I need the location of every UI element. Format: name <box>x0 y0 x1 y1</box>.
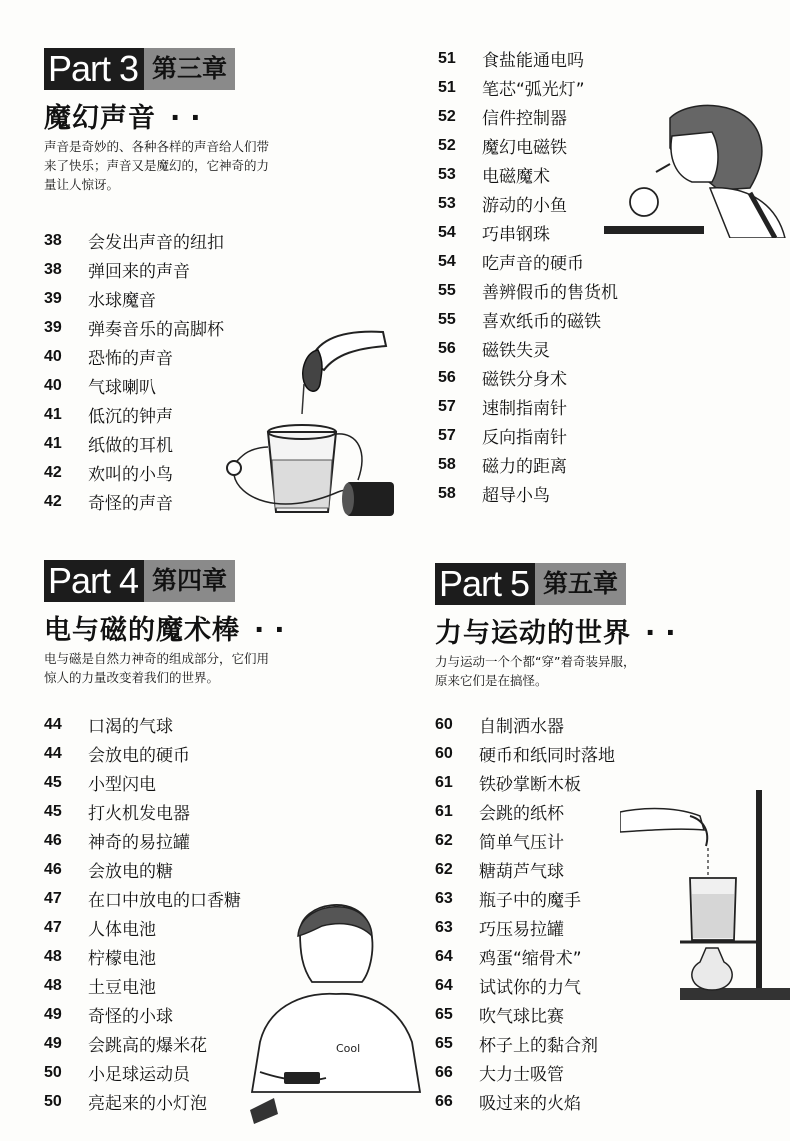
page-number: 44 <box>44 744 62 762</box>
entry-title: 魔幻电磁铁 <box>482 138 567 158</box>
page-number: 65 <box>435 1005 453 1023</box>
toc-entry <box>44 1087 241 1116</box>
page-number: 58 <box>438 455 456 473</box>
page-number: 65 <box>435 1034 453 1052</box>
toc-entry <box>44 255 224 284</box>
toc-entry <box>44 855 241 884</box>
toc-entry <box>438 421 618 450</box>
page-number: 46 <box>44 860 62 878</box>
toc-entry <box>435 768 615 797</box>
toc-entry <box>44 371 224 400</box>
entry-title: 铁砂掌断木板 <box>479 775 581 795</box>
page-number: 57 <box>438 426 456 444</box>
toc-entry <box>438 102 618 131</box>
page-number: 56 <box>438 368 456 386</box>
page-number: 56 <box>438 339 456 357</box>
chapter-label: 第四章 <box>144 560 235 602</box>
page-number: 49 <box>44 1034 62 1052</box>
page-number: 63 <box>435 889 453 907</box>
toc-entry <box>44 971 241 1000</box>
boy-battery-illustration <box>240 892 430 1132</box>
toc-entry <box>44 710 241 739</box>
entry-title: 吹气球比赛 <box>479 1007 564 1027</box>
girl-blowing-illustration <box>600 98 790 238</box>
toc-entry <box>435 942 615 971</box>
toc-entry <box>435 710 615 739</box>
entry-title: 笔芯“弧光灯” <box>482 80 585 100</box>
shirt-text: Cool <box>336 1042 361 1055</box>
toc-entry <box>435 1087 615 1116</box>
entry-title: 奇怪的声音 <box>88 494 173 514</box>
section-title <box>44 96 384 135</box>
toc-entry <box>438 247 618 276</box>
entry-title: 纸做的耳机 <box>88 436 173 456</box>
part3-header <box>44 48 384 194</box>
entry-title: 会跳的纸杯 <box>479 804 564 824</box>
entry-title: 速制指南针 <box>482 399 567 419</box>
entry-title: 食盐能通电吗 <box>482 51 584 71</box>
page-number: 66 <box>435 1063 453 1081</box>
page-number: 47 <box>44 889 62 907</box>
page-number: 45 <box>44 802 62 820</box>
entry-title: 小足球运动员 <box>88 1065 190 1085</box>
toc-entry <box>44 826 241 855</box>
page-number: 62 <box>435 860 453 878</box>
entry-title: 信件控制器 <box>482 109 567 129</box>
part4-toc-list <box>44 710 241 1116</box>
entry-title: 电磁魔术 <box>482 167 550 187</box>
entry-title: 巧压易拉罐 <box>479 920 564 940</box>
entry-title: 鸡蛋“缩骨术” <box>479 949 582 969</box>
section-title-text: 电与磁的魔术棒 <box>44 615 240 646</box>
title-dots: ·· <box>645 618 686 649</box>
entry-title: 大力士吸管 <box>479 1065 564 1085</box>
entry-title: 神奇的易拉罐 <box>88 833 190 853</box>
section-title <box>44 608 404 647</box>
page-number: 51 <box>438 49 456 67</box>
page-number: 54 <box>438 223 456 241</box>
toc-entry <box>438 392 618 421</box>
entry-title: 简单气压计 <box>479 833 564 853</box>
part-label: Part 3 <box>44 48 144 90</box>
page-number: 62 <box>435 831 453 849</box>
page-number: 47 <box>44 918 62 936</box>
entry-title: 恐怖的声音 <box>88 349 173 369</box>
entry-title: 自制洒水器 <box>479 717 564 737</box>
page-number: 55 <box>438 310 456 328</box>
page-number: 41 <box>44 434 62 452</box>
entry-title: 气球喇叭 <box>88 378 156 398</box>
toc-entry <box>44 458 224 487</box>
entry-title: 磁力的距离 <box>482 457 567 477</box>
toc-entry <box>438 334 618 363</box>
toc-entry <box>44 913 241 942</box>
section-intro: 电与磁是自然力神奇的组成部分，它们用 惊人的力量改变着我们的世界。 <box>44 651 270 685</box>
page-number: 54 <box>438 252 456 270</box>
title-dots: ·· <box>254 615 295 646</box>
page-number: 57 <box>438 397 456 415</box>
page-number: 64 <box>435 947 453 965</box>
entry-title: 善辨假币的售货机 <box>482 283 618 303</box>
toc-entry <box>438 73 618 102</box>
toc-entry <box>44 313 224 342</box>
toc-entry <box>44 768 241 797</box>
page-number: 66 <box>435 1092 453 1110</box>
part5-toc-list <box>435 710 615 1116</box>
toc-entry <box>44 487 224 516</box>
toc-entry <box>435 826 615 855</box>
page-number: 50 <box>44 1092 62 1110</box>
toc-entry <box>438 450 618 479</box>
toc-entry <box>435 971 615 1000</box>
toc-entry <box>435 1000 615 1029</box>
page-number: 53 <box>438 165 456 183</box>
entry-title: 会放电的糖 <box>88 862 173 882</box>
toc-entry <box>435 884 615 913</box>
page-number: 60 <box>435 715 453 733</box>
glass-experiment-illustration <box>218 322 408 522</box>
toc-entry <box>438 189 618 218</box>
chapter-label: 第五章 <box>535 563 626 605</box>
entry-title: 超导小鸟 <box>482 486 550 506</box>
toc-entry <box>438 305 618 334</box>
entry-title: 欢叫的小鸟 <box>88 465 173 485</box>
page-number: 46 <box>44 831 62 849</box>
page-number: 41 <box>44 405 62 423</box>
chapter-label: 第三章 <box>144 48 235 90</box>
entry-title: 会放电的硬币 <box>88 746 190 766</box>
title-dots: ·· <box>170 103 211 134</box>
toc-entry <box>44 226 224 255</box>
toc-entry <box>44 342 224 371</box>
page-number: 58 <box>438 484 456 502</box>
toc-entry <box>435 739 615 768</box>
page-number: 60 <box>435 744 453 762</box>
entry-title: 喜欢纸币的磁铁 <box>482 312 601 332</box>
toc-entry <box>44 739 241 768</box>
entry-title: 磁铁分身术 <box>482 370 567 390</box>
section-title-text: 力与运动的世界 <box>435 618 631 649</box>
toc-entry <box>438 44 618 73</box>
section-title-text: 魔幻声音 <box>44 103 156 134</box>
page-number: 48 <box>44 976 62 994</box>
entry-title: 反向指南针 <box>482 428 567 448</box>
toc-entry <box>438 276 618 305</box>
entry-title: 会跳高的爆米花 <box>88 1036 207 1056</box>
toc-entry <box>44 1058 241 1087</box>
part4-header <box>44 560 404 687</box>
page-number: 49 <box>44 1005 62 1023</box>
entry-title: 硬币和纸同时落地 <box>479 746 615 766</box>
entry-title: 吸过来的火焰 <box>479 1094 581 1114</box>
toc-entry <box>435 1029 615 1058</box>
entry-title: 磁铁失灵 <box>482 341 550 361</box>
entry-title: 瓶子中的魔手 <box>479 891 581 911</box>
page-number: 48 <box>44 947 62 965</box>
toc-entry <box>435 855 615 884</box>
page-number: 52 <box>438 107 456 125</box>
toc-entry <box>44 884 241 913</box>
toc-entry <box>44 284 224 313</box>
toc-entry <box>44 942 241 971</box>
toc-entry <box>438 218 618 247</box>
entry-title: 试试你的力气 <box>479 978 581 998</box>
entry-title: 人体电池 <box>88 920 156 940</box>
page-number: 39 <box>44 289 62 307</box>
entry-title: 杯子上的黏合剂 <box>479 1036 598 1056</box>
part5-badge <box>435 563 775 605</box>
page-number: 39 <box>44 318 62 336</box>
part4-badge <box>44 560 404 602</box>
page-number: 51 <box>438 78 456 96</box>
page-number: 64 <box>435 976 453 994</box>
entry-title: 吃声音的硬币 <box>482 254 584 274</box>
entry-title: 口渴的气球 <box>88 717 173 737</box>
entry-title: 糖葫芦气球 <box>479 862 564 882</box>
toc-entry <box>44 429 224 458</box>
page-number: 40 <box>44 376 62 394</box>
page-number: 38 <box>44 231 62 249</box>
toc-entry <box>438 131 618 160</box>
toc-entry <box>44 797 241 826</box>
page-number: 38 <box>44 260 62 278</box>
page-number: 44 <box>44 715 62 733</box>
page-number: 52 <box>438 136 456 154</box>
page-number: 61 <box>435 802 453 820</box>
page-number: 45 <box>44 773 62 791</box>
entry-title: 在口中放电的口香糖 <box>88 891 241 911</box>
toc-entry <box>44 400 224 429</box>
entry-title: 游动的小鱼 <box>482 196 567 216</box>
toc-entry <box>438 479 618 508</box>
entry-title: 小型闪电 <box>88 775 156 795</box>
entry-title: 低沉的钟声 <box>88 407 173 427</box>
toc-entry <box>435 797 615 826</box>
section-intro: 力与运动一个个都“穿”着奇装异服， 原来它们是在搞怪。 <box>435 654 636 688</box>
page-number: 42 <box>44 463 62 481</box>
entry-title: 会发出声音的纽扣 <box>88 233 224 253</box>
entry-title: 打火机发电器 <box>88 804 190 824</box>
entry-title: 弹回来的声音 <box>88 262 190 282</box>
part4-continued-toc-list <box>438 44 618 508</box>
toc-entry <box>435 1058 615 1087</box>
part-label: Part 4 <box>44 560 144 602</box>
entry-title: 弹奏音乐的高脚杯 <box>88 320 224 340</box>
page-number: 40 <box>44 347 62 365</box>
page-number: 50 <box>44 1063 62 1081</box>
toc-entry <box>438 160 618 189</box>
page-number: 61 <box>435 773 453 791</box>
part3-toc-list <box>44 226 224 516</box>
section-title <box>435 611 775 650</box>
toc-entry <box>44 1029 241 1058</box>
toc-entry <box>44 1000 241 1029</box>
part5-header <box>435 563 775 690</box>
page-number: 63 <box>435 918 453 936</box>
toc-entry <box>435 913 615 942</box>
section-intro: 声音是奇妙的、各种各样的声音给人们带 来了快乐；声音又是魔幻的，它神奇的力 量让人惊讶。 <box>44 139 270 192</box>
page-number: 53 <box>438 194 456 212</box>
part-label: Part 5 <box>435 563 535 605</box>
entry-title: 亮起来的小灯泡 <box>88 1094 207 1114</box>
entry-title: 柠檬电池 <box>88 949 156 969</box>
entry-title: 巧串钢珠 <box>482 225 550 245</box>
entry-title: 奇怪的小球 <box>88 1007 173 1027</box>
page-number: 42 <box>44 492 62 510</box>
lab-stand-illustration <box>620 790 790 1010</box>
page-number: 55 <box>438 281 456 299</box>
toc-entry <box>438 363 618 392</box>
entry-title: 土豆电池 <box>88 978 156 998</box>
entry-title: 水球魔音 <box>88 291 156 311</box>
part3-badge <box>44 48 384 90</box>
